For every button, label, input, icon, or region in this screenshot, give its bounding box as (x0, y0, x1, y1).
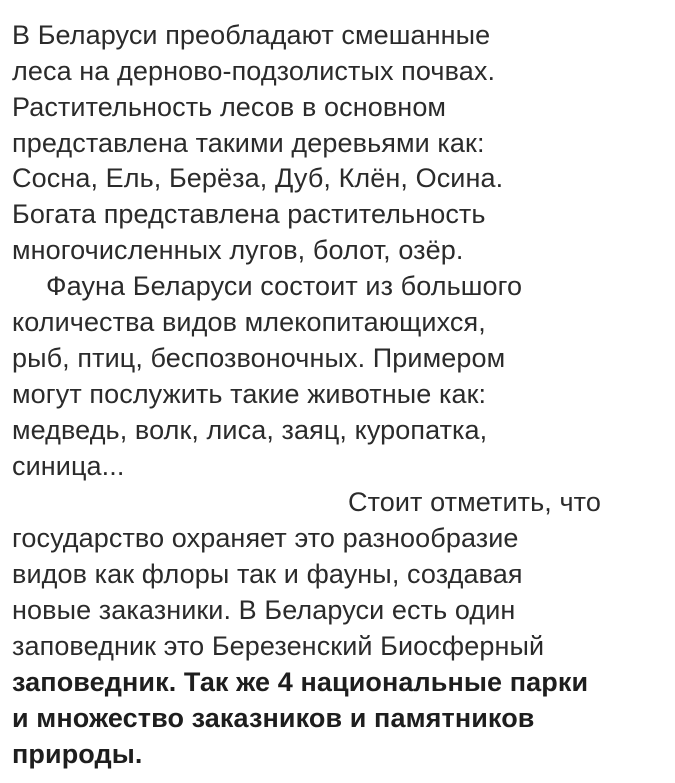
text-line: видов как флоры так и фауны, создавая (12, 559, 523, 589)
text-line: рыб, птиц, беспозвоночных. Примером (12, 343, 506, 373)
text-line: представлена такими деревьями как: (12, 128, 485, 158)
bold-text-line: заповедник. Так же 4 национальные парки (12, 667, 589, 697)
bold-text-line: природы. (12, 739, 143, 769)
text-line: многочисленных лугов, болот, озёр. (12, 235, 464, 265)
text-line: новые заказники. В Беларуси есть один (12, 595, 516, 625)
text-line: Растительность лесов в основном (12, 92, 447, 122)
paragraph-start-line: Стоит отметить, что (348, 487, 601, 517)
text-line: Сосна, Ель, Берёза, Дуб, Клён, Осина. (12, 163, 504, 193)
text-line: могут послужить такие животные как: (12, 379, 487, 409)
text-line: медведь, волк, лиса, заяц, куропатка, (12, 415, 488, 445)
text-line: количества видов млекопитающихся, (12, 307, 486, 337)
paragraph-start-line: Фауна Беларуси состоит из большого (46, 271, 523, 301)
bold-text-line: и множество заказников и памятников (12, 703, 535, 733)
text-line: Богата представлена растительность (12, 199, 486, 229)
text-line: государство охраняет это разнообразие (12, 523, 519, 553)
text-line: заповедник это Березенский Биосферный (12, 631, 545, 661)
text-line: леса на дерново-подзолистых почвах. (12, 56, 496, 86)
text-line: синица... (12, 451, 125, 481)
text-line: В Беларуси преобладают смешанные (12, 20, 491, 50)
